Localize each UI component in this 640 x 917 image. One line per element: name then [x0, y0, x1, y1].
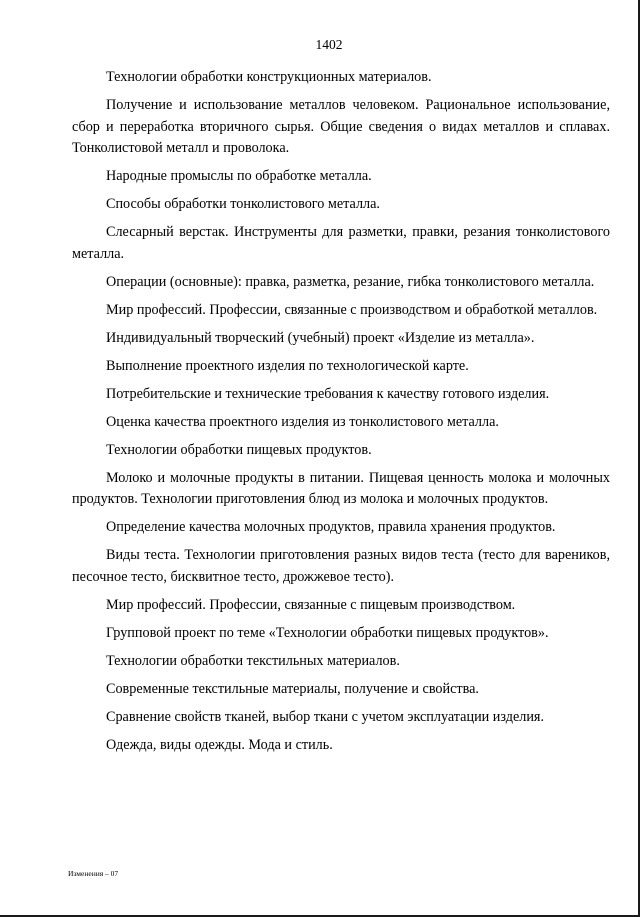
paragraph: Групповой проект по теме «Технологии обработки пищевых продуктов».	[106, 624, 549, 641]
paragraph: Современные текстильные материалы, получение и свойства.	[106, 680, 479, 697]
paragraph: Мир профессий. Профессии, связанные с производством и обработкой металлов.	[106, 301, 598, 318]
paragraph: Выполнение проектного изделия по технологической карте.	[106, 357, 469, 374]
paragraph: Технологии обработки текстильных материалов.	[106, 652, 400, 669]
paragraph: Молоко и молочные продукты в питании. Пищевая ценность молока и молочных продуктов. Технологии приготовления блюд из молока и молочных продуктов.	[72, 469, 610, 507]
paragraph: Народные промыслы по обработке металла.	[106, 168, 372, 184]
page-number: 1402	[315, 37, 343, 52]
paragraph: Способы обработки тонколистового металла.	[106, 196, 380, 212]
paragraph: Получение и использование металлов человеком. Рациональное использование, сбор и переработка вторичного сырья. Общие сведения о видах металлов и сплавах. Тонколистовой металл и проволока.	[72, 97, 610, 156]
paragraph: Слесарный верстак. Инструменты для разметки, правки, резания тонколистового металла.	[72, 224, 610, 262]
paragraph: Сравнение свойств тканей, выбор ткани с учетом эксплуатации изделия.	[106, 708, 545, 725]
paragraph: Мир профессий. Профессии, связанные с пищевым производством.	[106, 596, 516, 613]
paragraph: Индивидуальный творческий (учебный) проект «Изделие из металла».	[106, 329, 535, 346]
body-text	[72, 67, 610, 763]
paragraph: Виды теста. Технологии приготовления разных видов теста (тесто для вареников, песочное тесто, бисквитное тесто, дрожжевое тесто).	[72, 547, 610, 585]
revision-footer: Изменения – 07	[68, 869, 119, 878]
paragraph: Потребительские и технические требования к качеству готового изделия.	[106, 385, 550, 402]
paragraph: Технологии обработки конструкционных материалов.	[106, 69, 432, 85]
paragraph: Оценка качества проектного изделия из тонколистового металла.	[106, 413, 499, 430]
paragraph: Технологии обработки пищевых продуктов.	[106, 441, 372, 458]
paragraph: Операции (основные): правка, разметка, резание, гибка тонколистового металла.	[106, 273, 595, 290]
paragraph: Определение качества молочных продуктов, правила хранения продуктов.	[106, 519, 556, 535]
paragraph: Одежда, виды одежды. Мода и стиль.	[106, 736, 333, 753]
